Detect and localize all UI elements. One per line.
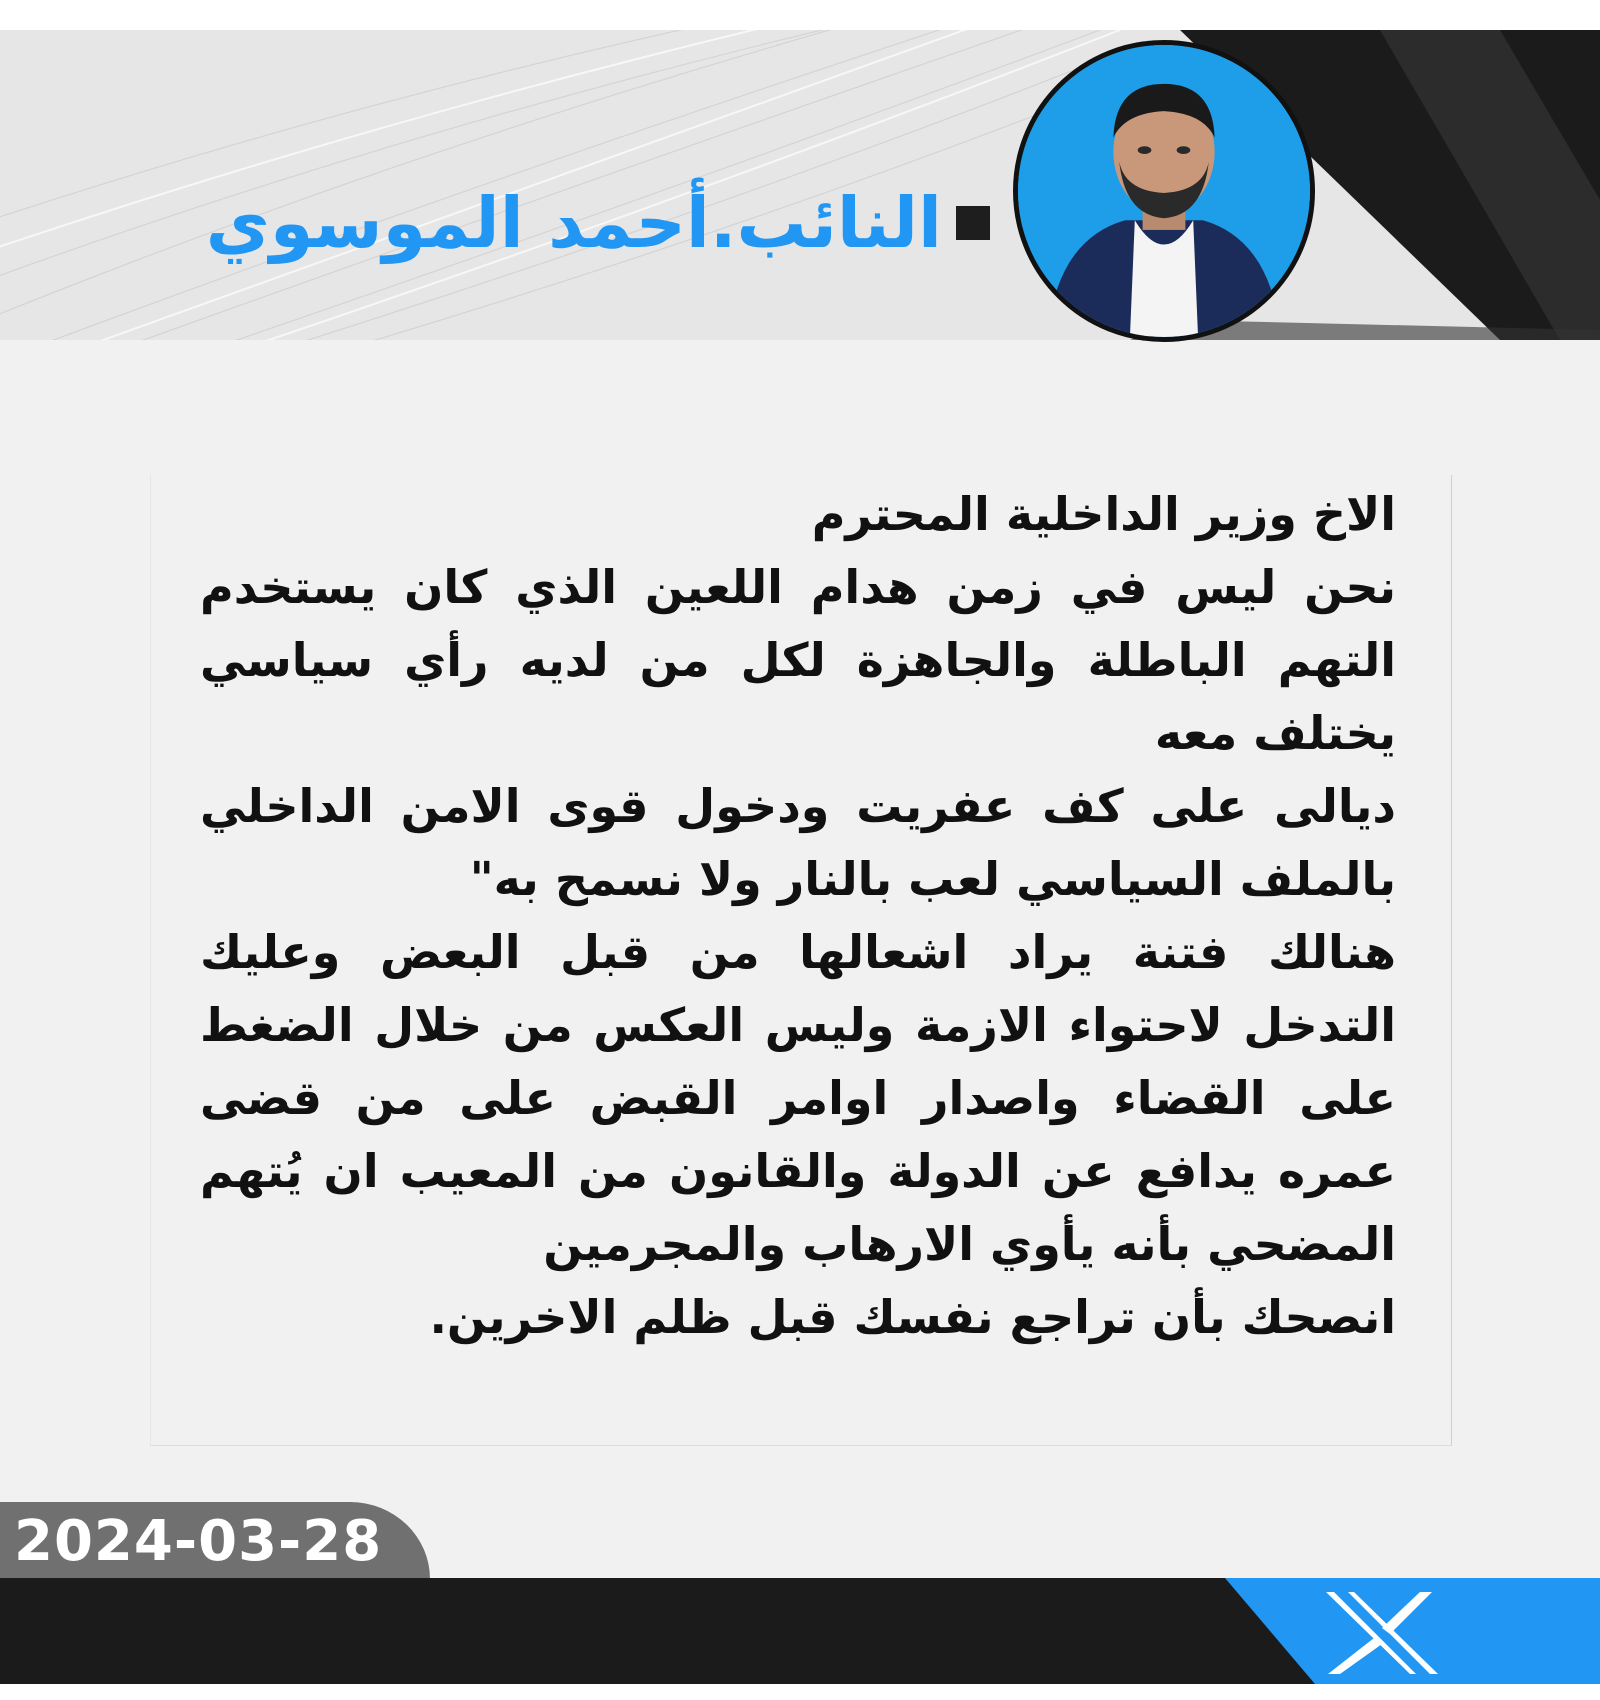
statement-paragraph: نحن ليس في زمن هدام اللعين الذي كان يستخدم التهم الباطلة والجاهزة لكل من لديه رأي سياسي يختلف معه bbox=[200, 560, 1396, 760]
portrait-icon bbox=[1018, 45, 1310, 337]
statement-paragraph: الاخ وزير الداخلية المحترم bbox=[811, 487, 1396, 541]
statement-paragraph: هنالك فتنة يراد اشعالها من قبل البعض وعليك التدخل لاحتواء الازمة وليس العكس من خلال الضغط على القضاء واصدار اوامر القبض على من قضى عمره يدافع عن الدولة والقانون من المعيب ان يُتهم المضحي بأنه يأوي الارهاب والمجرمين bbox=[200, 925, 1396, 1271]
author-name: النائب.أحمد الموسوي bbox=[205, 182, 942, 264]
x-logo-icon bbox=[1320, 1588, 1444, 1678]
avatar bbox=[1013, 40, 1315, 342]
title-bullet bbox=[956, 206, 990, 240]
post-date: 2024-03-28 bbox=[14, 1509, 383, 1574]
top-margin bbox=[0, 0, 1600, 30]
statement-text bbox=[200, 478, 1396, 1354]
statement-paragraph: انصحك بأن تراجع نفسك قبل ظلم الاخرين. bbox=[429, 1290, 1396, 1344]
bottom-margin bbox=[0, 1684, 1600, 1700]
statement-paragraph: ديالى على كف عفريت ودخول قوى الامن الداخلي بالملف السياسي لعب بالنار ولا نسمح به" bbox=[200, 779, 1396, 906]
author-title bbox=[206, 178, 990, 268]
